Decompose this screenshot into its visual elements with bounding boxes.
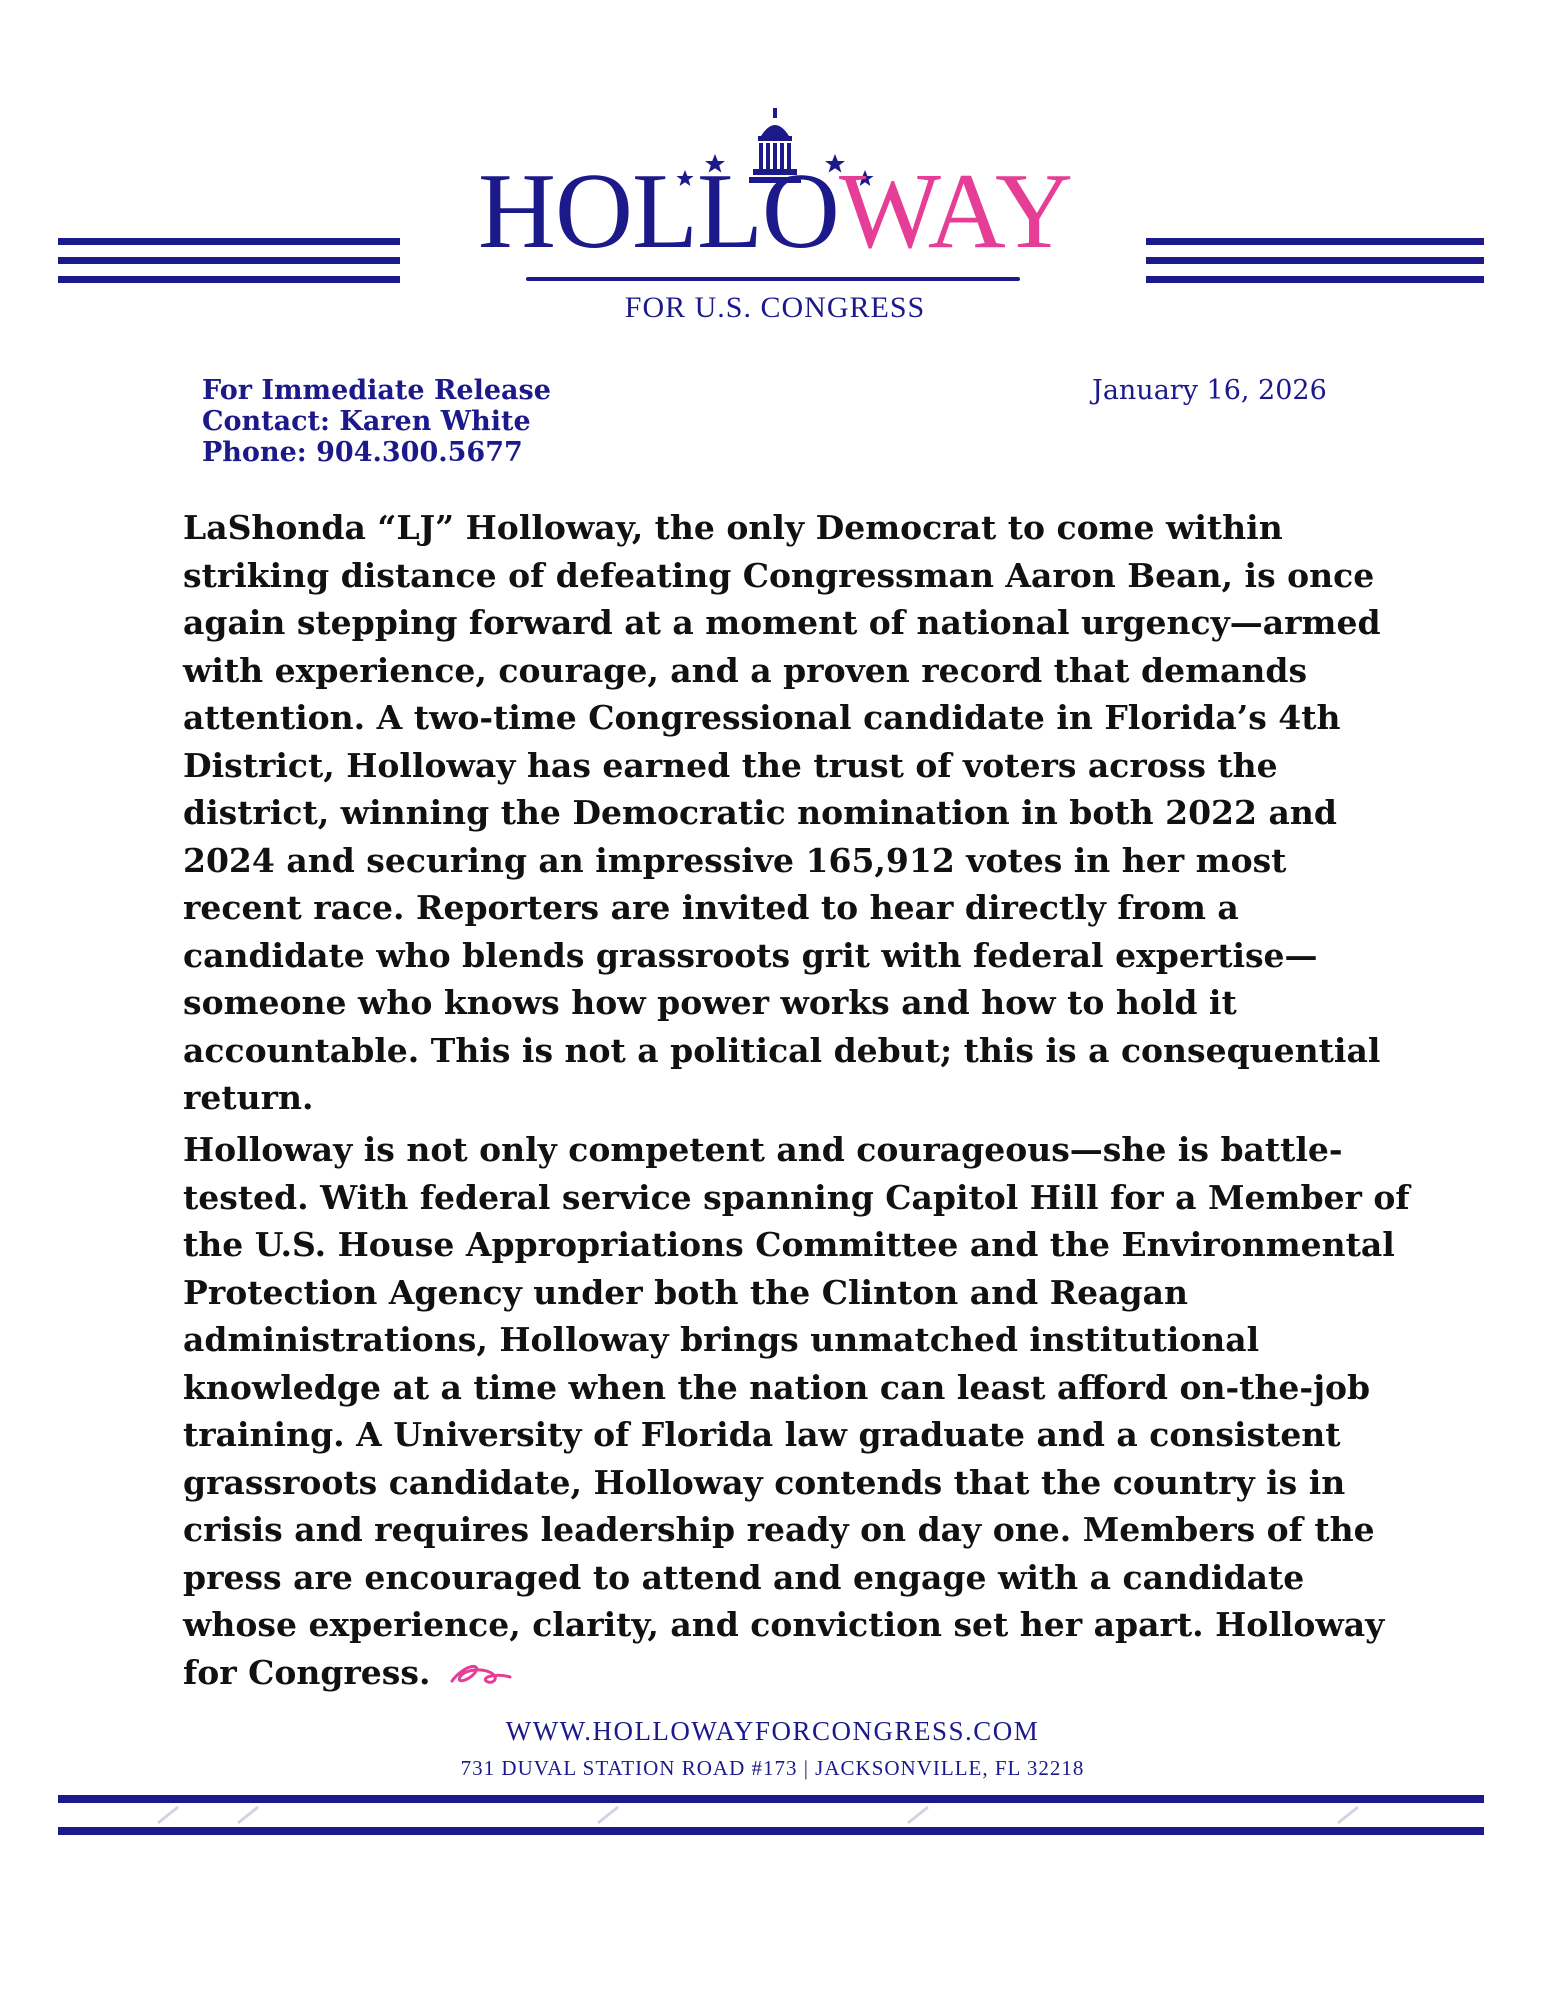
logo-underline [526,277,1020,281]
signature-initials-icon [446,1655,516,1695]
footer-website: WWW.HOLLOWAYFORCONGRESS.COM [505,1716,1040,1746]
header-stripes-left [58,238,400,286]
footer-stripes [58,1795,1484,1835]
release-label: For Immediate Release [202,375,551,406]
release-date: January 16, 2026 [1092,375,1327,406]
release-info [202,375,551,468]
body-paragraph-2-text: Holloway is not only competent and courageous—she is battle-tested. With federal service spanning Capitol Hill for a Member of the U.S. House Appropriations Committee and the Environmental Protection Agency under both the Clinton and Reagan administrations, Holloway brings unmatched institutional knowledge at a time when the nation can least afford on-the-job training. A University of Florida law graduate and a consistent grassroots candidate, Holloway contends that the country is in crisis and requires leadership ready on day one. Members of the press are encouraged to attend and engage with a candidate whose experience, clarity, and conviction set her apart. Holloway for Congress. [183,1130,1410,1692]
body-paragraph-1: LaShonda “LJ” Holloway, the only Democrat to come within striking distance of defeating Congressman Aaron Bean, is once again stepping forward at a moment of national urgency—armed with experience, courage, and a proven record that demands attention. A two-time Congressional candidate in Florida’s 4th District, Holloway has earned the trust of voters across the district, winning the Democratic nomination in both 2022 and 2024 and securing an impressive 165,912 votes in her most recent race. Reporters are invited to hear directly from a candidate who blends grassroots grit with federal expertise—someone who knows how power works and how to hold it accountable. This is not a political debut; this is a consequential return. [183,508,1381,1117]
header-stripes-right [1146,238,1484,286]
logo-name-part1: HOLLO [478,152,839,271]
logo-wordmark [470,152,1080,271]
contact-name: Contact: Karen White [202,406,531,437]
body-paragraph-2 [183,1126,1413,1696]
logo-name-part2: WAY [838,152,1072,271]
campaign-logo [470,108,1080,328]
logo-subtitle: FOR U.S. CONGRESS [624,291,926,324]
footer-address: 731 DUVAL STATION ROAD #173 | JACKSONVILLE, FL 32218 [460,1756,1085,1780]
contact-phone: Phone: 904.300.5677 [202,437,523,468]
